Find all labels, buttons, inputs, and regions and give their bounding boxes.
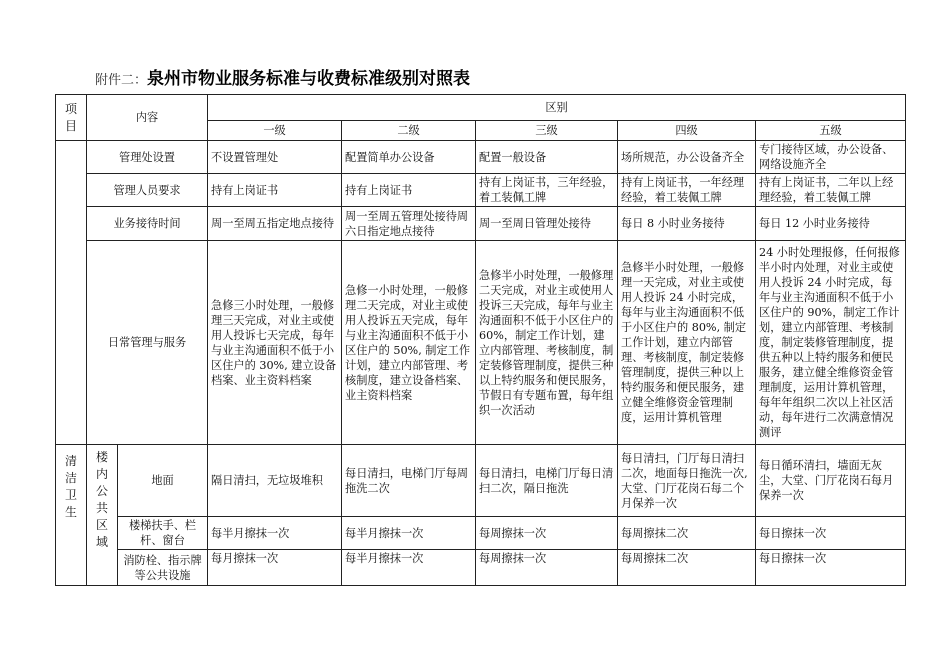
table-cell: 持有上岗证书，二年以上经理经验，着工装佩工牌: [756, 174, 906, 207]
table-row: [56, 207, 906, 241]
table-cell: 急修三小时处理，一般修理三天完成，对业主或使用人投诉七天完成，每年与业主沟通面积不低于小区住户的 30%, 建立设备档案、业主资料档案: [208, 241, 342, 445]
table-row: [56, 141, 906, 174]
header-level-2: 二级: [342, 121, 476, 141]
table-cell: 隔日清扫，无垃圾堆积: [208, 445, 342, 517]
title-prefix: 附件二：: [95, 73, 148, 88]
table-cell: 周一至周日管理处接待: [476, 207, 618, 241]
row-label: 管理处设置: [87, 141, 208, 174]
table-cell: 周一至周五管理处接待周六日指定地点接待: [342, 207, 476, 241]
title-main: 泉州市物业服务标准与收费标准级别对照表: [147, 69, 471, 89]
table-cell: 急修半小时处理，一般修理二天完成，对业主或使用人投诉三天完成，每年与业主沟通面积不低于小区住户的 60%，制定工作计划，建立内部管理、考核制度，制定装修管理制度，提供三种以上特约服务和便民服务，节假日有专题布置，每年组织一次活动: [476, 241, 618, 445]
table-cell: 24 小时处理报修，任何报修半小时内处理，对业主或使用人投诉 24 小时完成，每年与业主沟通面积不低于小区住户的 90%，制定工作计划，建立内部管理、考核制度，制定装修管理制度，提供五种以上特约服务和便民服务，建立健全维修资金管理制度，运用计算机管理，每年年组织二次以上社区活动，每年进行二次满意情况测评: [756, 241, 906, 445]
table-cell: 急修半小时处理，一般修理一天完成，对业主或使用人投诉 24 小时完成，每年与业主沟通面积不低于小区住户的 80%, 制定工作计划，建立内部管理、考核制度，制定装修管理制度，提供三种以上特约服务和便民服务，建立健全维修资金管理制度，运用计算机管理: [618, 241, 756, 445]
table-row: [56, 445, 906, 517]
table-cell: 每日 8 小时业务接待: [618, 207, 756, 241]
table-cell: 每周擦抹二次: [618, 517, 756, 550]
row-label: 日常管理与服务: [87, 241, 208, 445]
table-cell: 每半月擦抹一次: [342, 517, 476, 550]
table-cell: 持有上岗证书: [208, 174, 342, 207]
header-level-3: 三级: [476, 121, 618, 141]
header-level-4: 四级: [618, 121, 756, 141]
table-cell: 每日清扫，门厅每日清扫二次，地面每日拖洗一次,大堂、门厅花岗石每二个月保养一次: [618, 445, 756, 517]
header-content: 内容: [87, 95, 208, 141]
table-cell: 每日 12 小时业务接待: [756, 207, 906, 241]
header-level-5: 五级: [756, 121, 906, 141]
table-row: [56, 241, 906, 445]
table-cell: 每周擦抹二次: [618, 550, 756, 586]
table-cell: 每周擦抹一次: [476, 517, 618, 550]
table-cell: 配置一般设备: [476, 141, 618, 174]
table-row: [56, 550, 906, 586]
table-cell: 每日清扫，电梯门厅每周拖洗二次: [342, 445, 476, 517]
table-cell: 场所规范，办公设备齐全: [618, 141, 756, 174]
table-cell: 每日清扫，电梯门厅每日清扫二次，隔日拖洗: [476, 445, 618, 517]
table-cell: 每日擦抹一次: [756, 550, 906, 586]
table-cell: 持有上岗证书: [342, 174, 476, 207]
header-level-1: 一级: [208, 121, 342, 141]
table-row: [56, 517, 906, 550]
table-cell: 每日循环清扫，墙面无灰尘，大堂、门厅花岗石每月保养一次: [756, 445, 906, 517]
table-cell: 每周擦抹一次: [476, 550, 618, 586]
row-label: 管理人员要求: [87, 174, 208, 207]
table-cell: 每半月擦抹一次: [208, 517, 342, 550]
header-item: 项 目: [56, 95, 87, 141]
table-cell: 持有上岗证书，一年经理经验，着工装佩工牌: [618, 174, 756, 207]
comparison-table: [55, 94, 906, 586]
table-cell: 每日擦抹一次: [756, 517, 906, 550]
document-title: [95, 64, 915, 88]
section-cleaning: 清 洁 卫 生: [56, 445, 87, 586]
table-cell: 周一至周五指定地点接待: [208, 207, 342, 241]
table-cell: 每半月擦抹一次: [342, 550, 476, 586]
blank-item-cell: [56, 141, 87, 445]
table-cell: 不设置管理处: [208, 141, 342, 174]
table-cell: 急修一小时处理，一般修理二天完成，对业主或使用人投诉五天完成，每年与业主沟通面积不低于小区住户的 50%, 制定工作计划，建立内部管理、考核制度，建立设备档案、业主资料档案: [342, 241, 476, 445]
row-label: 楼梯扶手、栏杆、窗台: [118, 517, 208, 550]
table-row: [56, 174, 906, 207]
table-cell: 配置简单办公设备: [342, 141, 476, 174]
row-label: 业务接待时间: [87, 207, 208, 241]
subsection-public-area: 楼 内 公 共 区 域: [87, 445, 118, 586]
table-cell: 持有上岗证书，三年经验，着工装佩工牌: [476, 174, 618, 207]
row-label: 地面: [118, 445, 208, 517]
table-cell: 每月擦抹一次: [208, 550, 342, 586]
header-region: 区别: [208, 95, 906, 121]
table-cell: 专门接待区域，办公设备、网络设施齐全: [756, 141, 906, 174]
row-label: 消防栓、指示牌等公共设施: [118, 550, 208, 586]
